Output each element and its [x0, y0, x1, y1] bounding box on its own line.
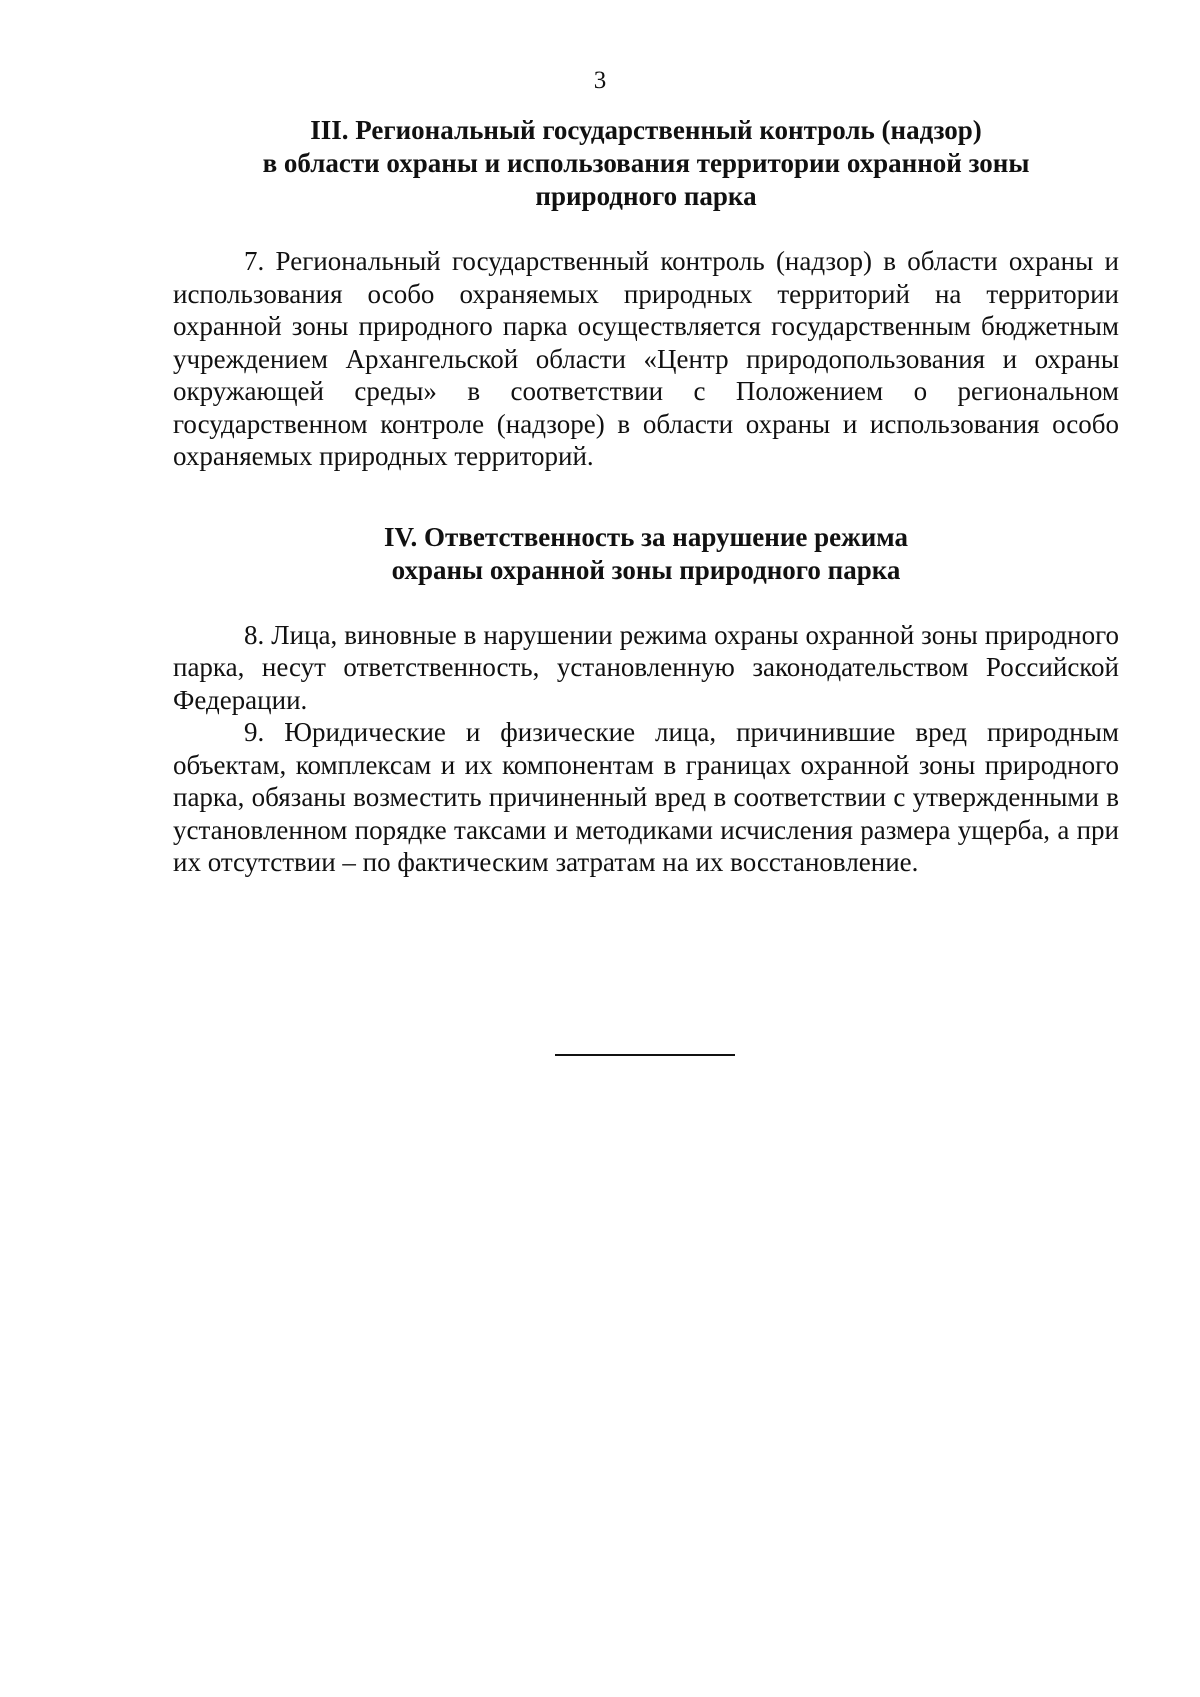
spacer: [173, 587, 1119, 619]
section-4-heading-line: IV. Ответственность за нарушение режима: [384, 521, 908, 552]
paragraph-9: 9. Юридические и физические лица, причинившие вред природным объектам, комплексам и их компонентам в границах охранной зоны природного парка, обязаны возместить причиненный вред в соответствии с утвержденными в установленном порядке таксами и методиками исчисления размера ущерба, а при их отсутствии – по фактическим затратам на их восстановление.: [173, 717, 1119, 877]
section-4-heading: [173, 521, 1119, 587]
section-3-heading-line: в области охраны и использования территории охранной зоны: [262, 148, 1030, 178]
section-3-heading-line: природного парка: [535, 181, 757, 211]
section-3-heading: [173, 114, 1119, 213]
document-body: [173, 114, 1119, 879]
paragraph-8: 8. Лица, виновные в нарушении режима охраны охранной зоны природного парка, несут ответственность, установленную законодательством Российской Федерации.: [173, 619, 1119, 715]
spacer: [173, 473, 1119, 521]
spacer: [173, 213, 1119, 245]
section-4-heading-line: охраны охранной зоны природного парка: [391, 554, 901, 585]
section-3-heading-line: III. Региональный государственный контроль (надзор): [310, 115, 982, 145]
end-of-document-rule: [555, 1054, 735, 1056]
page-number: 3: [593, 67, 607, 94]
paragraph-7: 7. Региональный государственный контроль (надзор) в области охраны и использования особо охраняемых природных территорий на территории охранной зоны природного парка осуществляется государственным бюджетным учреждением Архангельской области «Центр природопользования и охраны окружающей среды» в соответствии с Положением о региональном государственном контроле (надзоре) в области охраны и использования особо охраняемых природных территорий.: [173, 246, 1119, 471]
